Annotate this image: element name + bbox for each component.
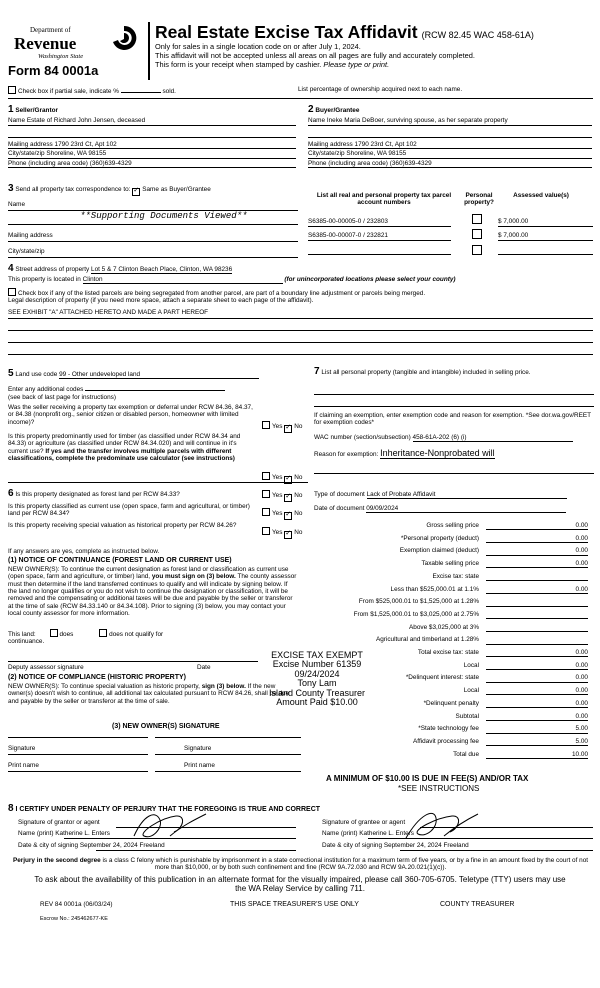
street-address-row: 4 Street address of property Lot 5 & 7 Clinton Beach Place, Clinton, WA 98236 (8, 263, 233, 274)
personal-checkbox-3[interactable] (472, 245, 482, 255)
notice-continuance-body: NEW OWNER(S): To continue the current designation as forest land or classification as current use (open space, farm and agriculture, or timber) land, you must sign on (3) below. The county assessor must then determine if the land transferred continues to qualify and will indicate by signing below. If the land no longer qualifies or you do not wish to continue the designation or classification, it will be removed and the compensating or additional taxes will be due and payable by the seller or transferor at the time of sale (RCW 84.33.140 or 84.34.108). Prior to signing (3) below, you may contact your local county assessor for more information. (8, 566, 297, 618)
tax-row-value[interactable]: 0.00 (486, 687, 588, 695)
this-land-row: This land: does does not qualify for (8, 631, 164, 638)
owner-print-name-2: Print name (184, 762, 215, 769)
grantee-name-row: Name (print) Katherine L. Enters (322, 830, 415, 837)
additional-codes-note: (see back of last page for instructions) (8, 394, 116, 401)
forest-yes-checkbox[interactable] (262, 490, 270, 498)
assessed-value-1[interactable]: $ 7,000.00 (498, 218, 529, 225)
tax-row-label: Affidavit processing fee (413, 737, 479, 745)
buyer-phone[interactable]: (360)639-4329 (389, 159, 432, 167)
deputy-signature-label: Deputy assessor signature (8, 664, 84, 671)
personal-checkbox-2[interactable] (472, 229, 482, 239)
wac-number[interactable]: 458-61A-202 (6) (i) (413, 434, 573, 442)
tax-row-label: Gross selling price (426, 522, 479, 529)
revenue-logo (8, 22, 143, 80)
see-instructions-note: *SEE INSTRUCTIONS (398, 784, 480, 793)
tax-row-value[interactable]: 0.00 (486, 586, 588, 594)
land-use-code[interactable]: 99 - Other undeveloped land (59, 371, 259, 379)
buyer-mailing[interactable]: 1790 23rd Ct, Apt 102 (354, 140, 417, 148)
tax-row-value[interactable]: 0.00 (486, 649, 588, 657)
seller-name[interactable]: Estate of Richard John Jensen, deceased (26, 116, 146, 124)
additional-codes-row: Enter any additional codes (8, 386, 225, 393)
rev-number: REV 84 0001a (06/03/24) (40, 901, 113, 908)
personal-checkbox-1[interactable] (472, 214, 482, 224)
tax-row (314, 611, 594, 621)
owner-signature-label-2: Signature (184, 745, 212, 752)
grantee-date[interactable]: September 24, 2024 Freeland (383, 842, 469, 849)
historic-yes-no: Yes ✓ No (262, 527, 302, 539)
notice-continuance-title: (1) NOTICE OF CONTINUANCE (FOREST LAND OR CURRENT USE) (8, 557, 232, 564)
reason-for-exemption[interactable]: Inheritance-Nonprobated will (380, 448, 495, 458)
county-treasurer-label: COUNTY TREASURER (440, 901, 515, 908)
tax-row (314, 713, 594, 723)
tax-row-label: Local (463, 661, 479, 669)
segregated-row: Check box if any of the listed parcels are being segregated from another parcel, are part of a boundary line adjustment or parcels being merged. (8, 288, 425, 297)
assessed-col-header: Assessed value(s) (513, 192, 569, 199)
tax-row-value[interactable]: 5.00 (486, 738, 588, 746)
revenue-label: Revenue (14, 34, 77, 53)
notice-compliance-title: (2) NOTICE OF COMPLIANCE (HISTORIC PROPERTY) (8, 674, 186, 681)
seller-mailing[interactable]: 1790 23rd Ct, Apt 102 (54, 140, 117, 148)
tax-row-label: Total excise tax: state (417, 649, 479, 656)
legal-description-label: Legal description of property (if you need more space, attach a separate sheet to each page of the affidavit). (8, 297, 314, 304)
tax-row (314, 535, 594, 545)
tax-row (314, 573, 594, 583)
instructed-note: If any answers are yes, complete as instructed below. (8, 548, 160, 555)
washington-state-label: Washington State (38, 53, 84, 60)
section3-name-label: Name (8, 201, 26, 208)
section3-label: 3 Send all property tax correspondence to: ✓ Same as Buyer/Grantee (8, 183, 211, 196)
tax-row (314, 560, 594, 570)
buyer-name[interactable]: Ineke Maria DeBoer, surviving spouse, as her separate property (326, 116, 508, 124)
tax-row-value[interactable]: 5.00 (486, 725, 588, 733)
historic-no-checkbox[interactable] (284, 531, 292, 539)
doc-type[interactable]: Lack of Probate Affidavit (367, 491, 567, 499)
supporting-docs-stamp: **Supporting Documents Viewed** (80, 211, 248, 221)
continuance-label: continuance. (8, 638, 45, 645)
grantee-date-row: Date & city of signing September 24, 2024 Freeland (322, 842, 469, 849)
grantee-signature (400, 804, 480, 844)
tax-row-value[interactable]: 0.00 (486, 522, 588, 530)
section3-city-label: City/state/zip (8, 248, 45, 255)
tax-row-value[interactable]: 0.00 (486, 547, 588, 555)
parcel-number-1[interactable]: S6385-00-00005-0 / 232803 (308, 218, 388, 225)
tax-row-value[interactable] (486, 611, 588, 619)
tax-row-label: Less than $525,000.01 at 1.1% (390, 585, 479, 593)
current-use-yes-checkbox[interactable] (262, 508, 270, 516)
located-row: This property is located in Clinton (for unincorporated locations please select your county) (8, 276, 456, 283)
certify-heading: 8 I CERTIFY UNDER PENALTY OF PERJURY THAT THE FOREGOING IS TRUE AND CORRECT (8, 803, 321, 814)
tax-row-label: Excise tax: state (432, 572, 479, 580)
tax-row-label: Agricultural and timberland at 1.28% (375, 636, 479, 644)
grantor-signature-label: Signature of grantor or agent (18, 819, 100, 826)
does-checkbox[interactable] (50, 629, 58, 637)
tax-row (314, 636, 594, 646)
does-not-checkbox[interactable] (99, 629, 107, 637)
historic-question: Is this property receiving special valuation as historical property per RCW 84.26? (8, 522, 237, 529)
segregated-checkbox[interactable] (8, 288, 16, 296)
new-owner-signature-title: (3) NEW OWNER(S) SIGNATURE (112, 723, 220, 730)
grantee-signature-label: Signature of grantee or agent (322, 819, 406, 826)
current-use-question: Is this property classified as current use (open space, farm and agricultural, or timber) land per RCW 84.34? (8, 503, 250, 518)
partial-sale-checkbox[interactable] (8, 86, 16, 94)
exemption-note: If claiming an exemption, enter exemption code and reason for exemption. *See dor.wa.gov/REET for exemption codes* (314, 412, 591, 427)
parcel-number-2[interactable]: S6385-00-00007-0 / 232821 (308, 232, 388, 239)
page-title: Real Estate Excise Tax Affidavit (RCW 82.45 WAC 458-61A) (155, 22, 534, 42)
reason-row: Reason for exemption: Inheritance-Nonprobated will (314, 448, 495, 458)
tax-row-value[interactable] (486, 573, 588, 581)
tax-row-label: From $525,000.01 to $1,525,000 at 1.28% (358, 598, 479, 606)
tax-row (314, 751, 594, 761)
doc-date[interactable]: 09/09/2024 (366, 505, 566, 513)
tax-row-label: *Delinquent interest: state (405, 674, 479, 682)
tax-row-value[interactable]: 10.00 (486, 751, 588, 759)
seller-city[interactable]: Shoreline, WA 98155 (46, 150, 107, 158)
doc-date-row: Date of document 09/09/2024 (314, 505, 566, 513)
partial-sale-row: Check box if partial sale, indicate % sold. (8, 86, 176, 95)
header-instructions: Only for sales in a single location code on or after July 1, 2024. This affidavit will not be accepted unless all areas on all pages are fully and accurately completed. This form is your receipt when stamped by cashier. Please type or print. (155, 42, 475, 69)
form-number: Form 84 0001a (8, 63, 99, 78)
revenue-swirl-icon (110, 24, 138, 52)
escrow-number: Escrow No.: 245462677-KE (40, 916, 108, 922)
tax-row-label: *Delinquent penalty (423, 699, 479, 707)
availability-notice: To ask about the availability of this publication in an alternate format for the visually impaired, please call 360-705-6705. Teletype (TTY) users may use the WA Relay Service by calling 711. (34, 875, 566, 894)
tax-row (314, 624, 594, 634)
legal-description[interactable]: SEE EXHIBIT "A" ATTACHED HERETO AND MADE A PART HEREOF (8, 309, 209, 316)
tax-row-value[interactable]: 0.00 (486, 560, 588, 568)
wac-row: WAC number (section/subsection) 458-61A-202 (6) (i) (314, 434, 573, 442)
tax-row (314, 547, 594, 557)
buyer-city[interactable]: Shoreline, WA 98155 (346, 150, 407, 158)
personal-property-label: 7 List all personal property (tangible and intangible) included in selling price. (314, 366, 531, 377)
tax-row-value[interactable]: 0.00 (486, 535, 588, 543)
exemption-yes-checkbox[interactable] (262, 421, 270, 429)
grantor-name[interactable]: Katherine L. Enters (55, 830, 111, 837)
timber-yes-no: Yes ✓ No (262, 472, 302, 484)
grantor-signature (130, 806, 210, 844)
seller-section: 1 Seller/Grantor Name Estate of Richard John Jensen, deceased Mailing address 1790 23rd Ct, Apt 102 City/state/zip Shoreline, WA 98155 Phone (including area code) (360)639-4329 (8, 104, 298, 168)
street-address[interactable]: Lot 5 & 7 Clinton Beach Place, Clinton, WA 98236 (91, 266, 233, 273)
minimum-due-note: A MINIMUM OF $10.00 IS DUE IN FEE(S) AND/OR TAX (326, 774, 529, 783)
tax-row-value[interactable]: 0.00 (486, 674, 588, 682)
located-in[interactable]: Clinton (83, 276, 283, 284)
excise-tax-stamp: EXCISE TAX EXEMPT Excise Number 61359 09/24/2024 Tony Lam Island County Treasurer Amount Paid $10.00 (268, 650, 366, 708)
forest-no-checkbox[interactable] (284, 494, 292, 502)
tax-row-label: Local (463, 687, 479, 695)
grantee-name[interactable]: Katherine L. Enters (359, 830, 415, 837)
treasurer-use-label: THIS SPACE TREASURER'S USE ONLY (230, 901, 359, 908)
buyer-section: 2 Buyer/Grantee Name Ineke Maria DeBoer, surviving spouse, as her separate property Mailing address 1790 23rd Ct, Apt 102 City/state/zip Shoreline, WA 98155 Phone (including area code) (360)639-4329 (308, 104, 594, 168)
current-use-yes-no: Yes ✓ No (262, 508, 302, 520)
historic-yes-checkbox[interactable] (262, 527, 270, 535)
tax-row (314, 725, 594, 735)
tax-row-value[interactable]: 0.00 (486, 713, 588, 721)
exemption-yes-no: Yes ✓ No (262, 421, 302, 433)
tax-row-value[interactable] (486, 624, 588, 632)
ownership-note: List percentage of ownership acquired next to each name. (298, 86, 463, 93)
tax-row-label: *Personal property (deduct) (400, 534, 479, 542)
same-as-buyer-checkbox[interactable] (132, 188, 140, 196)
doc-type-row: Type of document Lack of Probate Affidavit (314, 491, 567, 499)
assessed-value-2[interactable]: $ 7,000.00 (498, 232, 529, 239)
tax-row-value[interactable] (486, 598, 588, 606)
owner-signature-label-1: Signature (8, 745, 36, 752)
section3-mailing-label: Mailing address (8, 232, 53, 239)
tax-row-value[interactable]: 0.00 (486, 662, 588, 670)
notice-compliance-body: NEW OWNER(S): To continue special valuation as historic property, sign (3) below. If the new owner(s) doesn't wish to continue, all additional tax calculated pursuant to RCW 84.26, shall be due and payable by the seller or transferor at the time of sale. (8, 683, 290, 705)
tax-row-label: From $1,525,000.01 to $3,025,000 at 2.75% (353, 610, 479, 618)
timber-question: Is this property predominantly used for timber (as classified under RCW 84.34 and 84.33) or agriculture (as classified under RCW 84.34.020) and will continue in it's current use? If yes and the transfer involves multiple parcels with different classifications, complete the predominate use calculator (see instructions) (8, 433, 241, 463)
current-use-no-checkbox[interactable] (284, 512, 292, 520)
tax-row-label: Exemption claimed (deduct) (399, 547, 479, 555)
tax-row (314, 586, 594, 596)
tax-row-value[interactable]: 0.00 (486, 700, 588, 708)
exemption-question: Was the seller receiving a property tax exemption or deferral under RCW 84.36, 84.37, or 84.38 (nonprofit org., senior citizen or disabled person, homeowner with limited income)? (8, 404, 253, 426)
owner-print-name-1: Print name (8, 762, 39, 769)
deputy-date-label: Date (197, 664, 211, 671)
forest-question: 6 Is this property designated as forest land per RCW 84.33? (8, 488, 180, 499)
tax-row-value[interactable] (486, 636, 588, 644)
personal-col-header: Personal property? (464, 192, 494, 207)
grantor-name-row: Name (print) Katherine L. Enters (18, 830, 111, 837)
tax-row-label: Taxable selling price (421, 560, 479, 568)
perjury-notice: Perjury in the second degree is a class C felony which is punishable by imprisonment in a state correctional institution for a maximum term of five years, or by a fine in an amount fixed by the court of not more than $10,000, or by both such confinement and fine (RCW 9A.72.030 and RCW 9A.20.021(1)(c)). (12, 857, 589, 872)
tax-row-label: Total due (453, 750, 479, 758)
tax-row-label: Subtotal (455, 712, 479, 720)
header-divider (148, 22, 150, 80)
forest-yes-no: Yes ✓ No (262, 490, 302, 502)
department-label: Department of (30, 26, 71, 34)
grantor-date-row: Date & city of signing September 24, 2024 Freeland (18, 842, 165, 849)
tax-row (314, 598, 594, 608)
exemption-no-checkbox[interactable] (284, 425, 292, 433)
seller-phone[interactable]: (360)639-4329 (89, 159, 132, 167)
tax-row-label: Above $3,025,000 at 3% (409, 623, 479, 631)
tax-row (314, 522, 594, 532)
tax-row-label: *State technology fee (418, 725, 479, 733)
timber-yes-checkbox[interactable] (262, 472, 270, 480)
land-use-row: 5 Land use code 99 - Other undeveloped land (8, 368, 259, 380)
grantor-date[interactable]: September 24, 2024 Freeland (79, 842, 165, 849)
tax-row (314, 738, 594, 748)
parcel-col-header: List all real and personal property tax parcel account numbers (316, 192, 452, 207)
